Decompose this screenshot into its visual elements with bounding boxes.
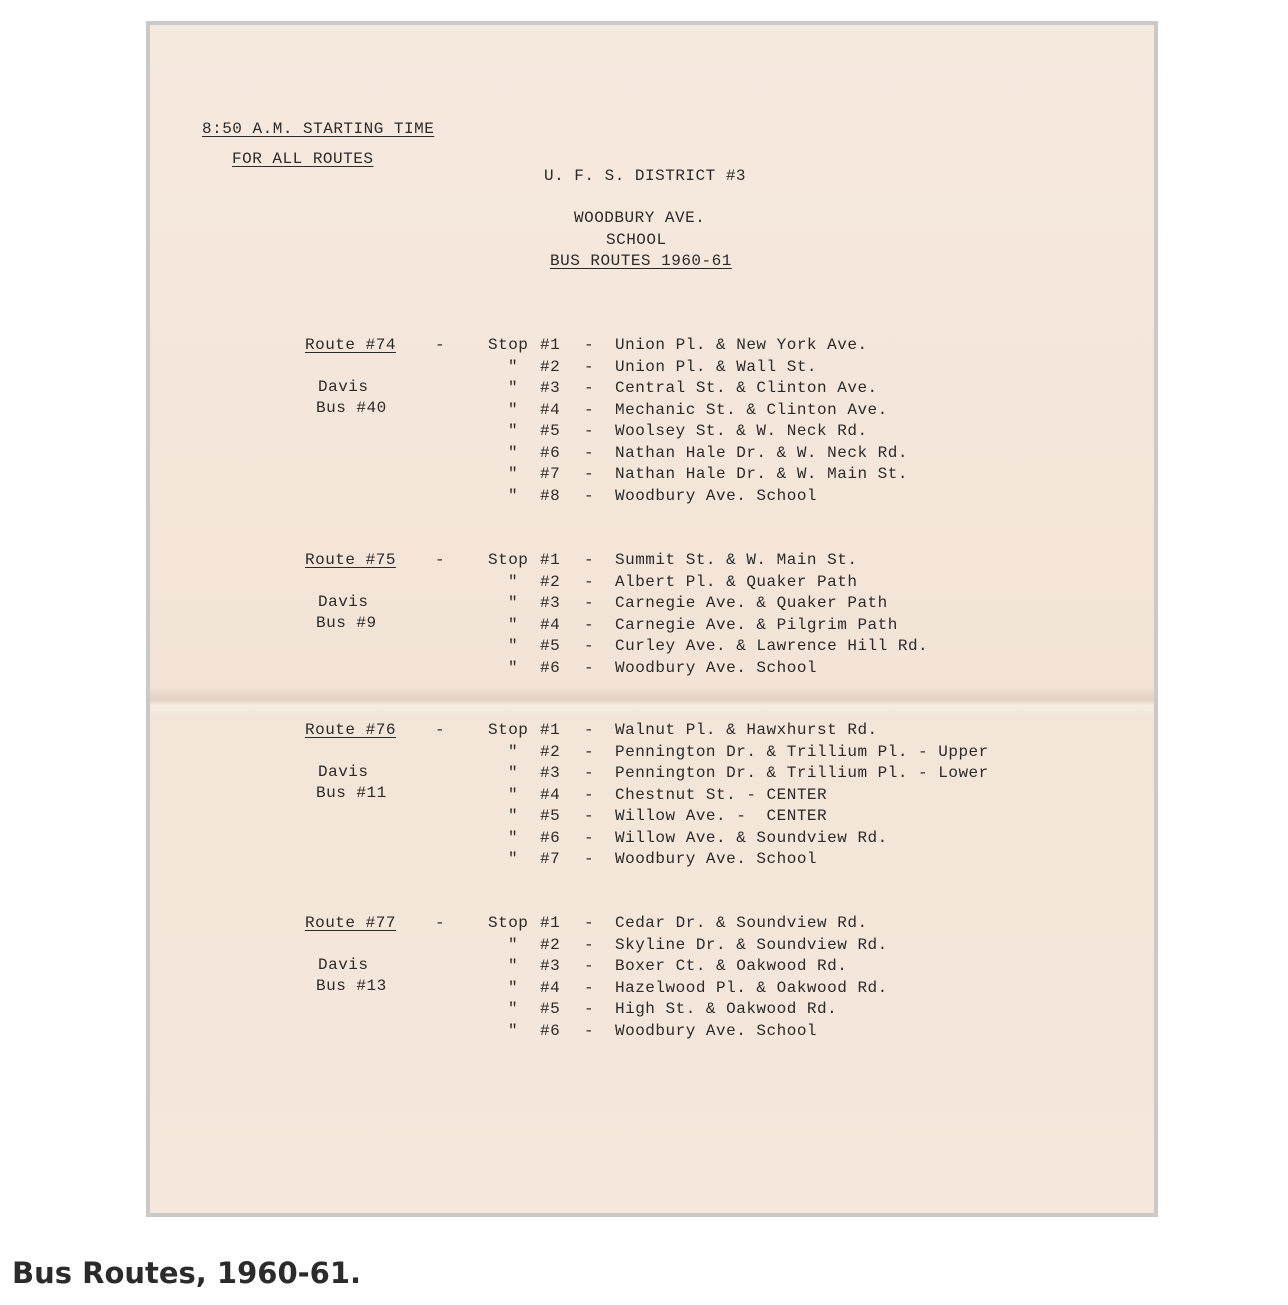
route-bus-number: Bus #13 (316, 977, 387, 995)
stop-ditto-mark: " (508, 572, 519, 591)
stop-location: Willow Ave. - CENTER (615, 807, 828, 825)
bus-routes-heading: BUS ROUTES 1960-61 (550, 252, 732, 270)
stop-number: #5 (540, 422, 561, 440)
document-image-frame (146, 21, 1158, 1217)
stop-number: #6 (540, 658, 561, 677)
stop-dash: - (584, 637, 595, 655)
stop-location: Mechanic St. & Clinton Ave. (615, 400, 888, 419)
stop-location: Nathan Hale Dr. & W. Main St. (615, 465, 908, 483)
stop-row (150, 400, 1154, 422)
for-all-routes-note: FOR ALL ROUTES (232, 150, 374, 168)
stop-ditto-mark: " (508, 957, 519, 975)
stop-location: Woodbury Ave. School (615, 658, 818, 677)
stop-row (150, 636, 1154, 658)
paper-fold-crease (150, 687, 1154, 717)
stop-ditto-mark: " (508, 400, 519, 419)
stop-number: #1 (540, 551, 561, 569)
stop-row (150, 763, 1154, 785)
stop-number: #5 (540, 807, 561, 825)
stop-location: Skyline Dr. & Soundview Rd. (615, 935, 888, 954)
stop-number: #4 (540, 615, 561, 634)
stop-dash: - (584, 379, 595, 397)
stop-location: Willow Ave. & Soundview Rd. (615, 828, 888, 847)
stop-ditto-mark: " (508, 1021, 519, 1040)
route-dash: - (435, 721, 446, 739)
stop-number: #3 (540, 764, 561, 782)
stop-row (150, 443, 1154, 465)
stop-location: Nathan Hale Dr. & W. Neck Rd. (615, 443, 908, 462)
stop-number: #3 (540, 594, 561, 612)
stop-location: Central St. & Clinton Ave. (615, 379, 878, 397)
stop-row (150, 486, 1154, 508)
stop-dash: - (584, 785, 595, 804)
stop-number: #5 (540, 637, 561, 655)
route-name: Route #77 (305, 914, 396, 932)
stop-dash: - (584, 828, 595, 847)
stop-ditto-mark: " (508, 379, 519, 397)
stop-row (150, 806, 1154, 828)
stop-dash: - (584, 594, 595, 612)
stop-location: Albert Pl. & Quaker Path (615, 572, 858, 591)
stop-number: #4 (540, 400, 561, 419)
stop-ditto-mark: " (508, 828, 519, 847)
stop-location: Carnegie Ave. & Pilgrim Path (615, 615, 898, 634)
stop-row (150, 421, 1154, 443)
route-name: Route #75 (305, 551, 396, 569)
stop-ditto-mark: " (508, 935, 519, 954)
stop-row (150, 378, 1154, 400)
stop-ditto-mark: " (508, 978, 519, 997)
stop-number: #1 (540, 336, 561, 354)
stop-row (150, 999, 1154, 1021)
route-contractor: Davis (318, 593, 369, 611)
stop-ditto-mark: " (508, 443, 519, 462)
stop-ditto-mark: " (508, 594, 519, 612)
stop-label: Stop (488, 721, 529, 739)
route-contractor: Davis (318, 763, 369, 781)
stop-location: Woodbury Ave. School (615, 1021, 818, 1040)
image-caption: Bus Routes, 1960-61. (12, 1256, 362, 1290)
stop-number: #2 (540, 935, 561, 954)
stop-ditto-mark: " (508, 658, 519, 677)
stop-dash: - (584, 400, 595, 419)
stop-number: #1 (540, 914, 561, 932)
stop-dash: - (584, 551, 595, 569)
stop-ditto-mark: " (508, 850, 519, 868)
stop-dash: - (584, 978, 595, 997)
school-name-line1: WOODBURY AVE. (574, 209, 706, 227)
stop-ditto-mark: " (508, 637, 519, 655)
stop-dash: - (584, 1000, 595, 1018)
stop-location: Woolsey St. & W. Neck Rd. (615, 422, 868, 440)
route-dash: - (435, 551, 446, 569)
stop-row (150, 357, 1154, 379)
stop-dash: - (584, 336, 595, 354)
school-name-line2: SCHOOL (606, 231, 667, 249)
stop-ditto-mark: " (508, 742, 519, 761)
stop-row (150, 828, 1154, 850)
stop-ditto-mark: " (508, 357, 519, 376)
stop-dash: - (584, 957, 595, 975)
stop-dash: - (584, 850, 595, 868)
route-name: Route #74 (305, 336, 396, 354)
stop-number: #8 (540, 486, 561, 505)
stop-row (150, 615, 1154, 637)
stop-ditto-mark: " (508, 615, 519, 634)
route-contractor: Davis (318, 956, 369, 974)
stop-location: Woodbury Ave. School (615, 850, 818, 868)
route-bus-number: Bus #40 (316, 399, 387, 417)
stop-number: #2 (540, 572, 561, 591)
stop-row (150, 720, 1154, 742)
stop-dash: - (584, 742, 595, 761)
stop-dash: - (584, 1021, 595, 1040)
stop-number: #7 (540, 465, 561, 483)
starting-time-note: 8:50 A.M. STARTING TIME (202, 120, 435, 138)
stop-dash: - (584, 935, 595, 954)
stop-row (150, 464, 1154, 486)
stop-dash: - (584, 572, 595, 591)
stop-location: Summit St. & W. Main St. (615, 551, 858, 569)
stop-ditto-mark: " (508, 1000, 519, 1018)
stop-location: Cedar Dr. & Soundview Rd. (615, 914, 868, 932)
stop-dash: - (584, 721, 595, 739)
stop-label: Stop (488, 914, 529, 932)
stop-location: Curley Ave. & Lawrence Hill Rd. (615, 637, 929, 655)
stop-label: Stop (488, 336, 529, 354)
stop-number: #6 (540, 443, 561, 462)
stop-row (150, 572, 1154, 594)
stop-row (150, 742, 1154, 764)
stop-dash: - (584, 486, 595, 505)
stop-number: #7 (540, 850, 561, 868)
stop-location: Pennington Dr. & Trillium Pl. - Lower (615, 764, 989, 782)
stop-dash: - (584, 764, 595, 782)
stop-row (150, 913, 1154, 935)
route-bus-number: Bus #9 (316, 614, 377, 632)
stop-location: Walnut Pl. & Hawxhurst Rd. (615, 721, 878, 739)
stop-dash: - (584, 443, 595, 462)
stop-row (150, 785, 1154, 807)
route-bus-number: Bus #11 (316, 784, 387, 802)
stop-row (150, 978, 1154, 1000)
typewritten-page (150, 25, 1154, 1213)
stop-location: Carnegie Ave. & Quaker Path (615, 594, 888, 612)
stop-dash: - (584, 807, 595, 825)
stop-location: Hazelwood Pl. & Oakwood Rd. (615, 978, 888, 997)
route-name: Route #76 (305, 721, 396, 739)
stop-number: #1 (540, 721, 561, 739)
stop-dash: - (584, 615, 595, 634)
stop-row (150, 658, 1154, 680)
stop-number: #5 (540, 1000, 561, 1018)
stop-row (150, 335, 1154, 357)
stop-dash: - (584, 422, 595, 440)
stop-dash: - (584, 658, 595, 677)
stop-ditto-mark: " (508, 785, 519, 804)
stop-row (150, 1021, 1154, 1043)
stop-location: Union Pl. & Wall St. (615, 357, 818, 376)
stop-location: Pennington Dr. & Trillium Pl. - Upper (615, 742, 989, 761)
stop-number: #3 (540, 379, 561, 397)
stop-dash: - (584, 914, 595, 932)
stop-number: #3 (540, 957, 561, 975)
stop-ditto-mark: " (508, 422, 519, 440)
stop-location: Boxer Ct. & Oakwood Rd. (615, 957, 848, 975)
stop-number: #4 (540, 785, 561, 804)
stop-location: Union Pl. & New York Ave. (615, 336, 868, 354)
stop-dash: - (584, 357, 595, 376)
stop-label: Stop (488, 551, 529, 569)
stop-ditto-mark: " (508, 486, 519, 505)
stop-row (150, 550, 1154, 572)
stop-row (150, 593, 1154, 615)
stop-row (150, 849, 1154, 871)
stop-number: #6 (540, 1021, 561, 1040)
stop-row (150, 935, 1154, 957)
stop-number: #4 (540, 978, 561, 997)
stop-location: High St. & Oakwood Rd. (615, 1000, 838, 1018)
stop-location: Woodbury Ave. School (615, 486, 818, 505)
stop-number: #2 (540, 357, 561, 376)
district-heading: U. F. S. DISTRICT #3 (544, 167, 747, 185)
stop-location: Chestnut St. - CENTER (615, 785, 828, 804)
route-dash: - (435, 914, 446, 932)
stop-ditto-mark: " (508, 764, 519, 782)
stop-number: #2 (540, 742, 561, 761)
route-contractor: Davis (318, 378, 369, 396)
stop-ditto-mark: " (508, 807, 519, 825)
stop-row (150, 956, 1154, 978)
stop-dash: - (584, 465, 595, 483)
route-dash: - (435, 336, 446, 354)
stop-number: #6 (540, 828, 561, 847)
stop-ditto-mark: " (508, 465, 519, 483)
